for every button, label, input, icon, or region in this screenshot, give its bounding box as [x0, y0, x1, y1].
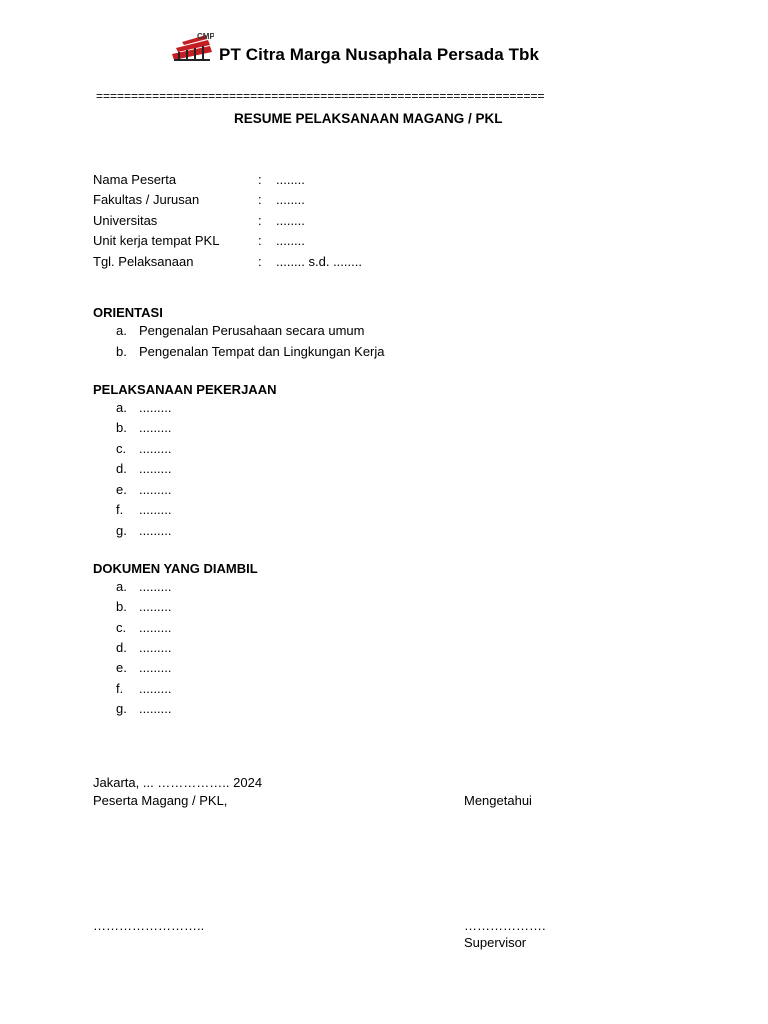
- list-text: .........: [139, 482, 172, 497]
- field-colon: :: [258, 233, 262, 248]
- list-text: Pengenalan Tempat dan Lingkungan Kerja: [139, 344, 385, 359]
- list-text: .........: [139, 681, 172, 696]
- company-name: PT Citra Marga Nusaphala Persada Tbk: [219, 45, 540, 64]
- list-marker: g.: [116, 523, 127, 538]
- field-value: ........: [276, 192, 305, 207]
- list-text: Pengenalan Perusahaan secara umum: [139, 323, 365, 338]
- list-marker: d.: [116, 461, 127, 476]
- list-marker: f.: [116, 681, 124, 696]
- field-colon: :: [258, 192, 262, 207]
- list-text: .........: [139, 461, 172, 476]
- separator-line: ================================================================: [96, 89, 545, 103]
- list-marker: e.: [116, 482, 127, 497]
- field-colon: :: [258, 213, 262, 228]
- field-colon: :: [258, 172, 262, 187]
- list-text: .........: [139, 420, 172, 435]
- list-marker: b.: [116, 420, 127, 435]
- field-label: Tgl. Pelaksanaan: [93, 254, 194, 269]
- list-text: .........: [139, 579, 172, 594]
- list-marker: b.: [116, 599, 127, 614]
- list-text: .........: [139, 523, 172, 538]
- field-colon: :: [258, 254, 262, 269]
- list-marker: d.: [116, 640, 127, 655]
- section-heading-orientasi: ORIENTASI: [93, 305, 163, 320]
- list-text: .........: [139, 620, 172, 635]
- list-marker: b.: [116, 344, 127, 359]
- field-value: ........: [276, 213, 305, 228]
- list-text: .........: [139, 502, 172, 517]
- company-logo-icon: [170, 30, 214, 64]
- field-label: Nama Peserta: [93, 172, 177, 187]
- company-logo: [170, 30, 214, 64]
- signature-left-blank: ……………………..: [93, 918, 205, 933]
- list-text: .........: [139, 441, 172, 456]
- list-marker: g.: [116, 701, 127, 716]
- field-value: ........: [276, 172, 305, 187]
- field-label: Unit kerja tempat PKL: [93, 233, 220, 248]
- signature-right-label: Mengetahui: [464, 793, 532, 808]
- signature-right-role: Supervisor: [464, 935, 527, 950]
- field-value: ........ s.d. ........: [276, 254, 362, 269]
- list-text: .........: [139, 640, 172, 655]
- list-text: .........: [139, 599, 172, 614]
- list-marker: c.: [116, 620, 127, 635]
- list-text: .........: [139, 701, 172, 716]
- list-marker: a.: [116, 579, 127, 594]
- field-label: Universitas: [93, 213, 158, 228]
- list-marker: c.: [116, 441, 127, 456]
- list-marker: f.: [116, 502, 124, 517]
- field-value: ........: [276, 233, 305, 248]
- document-title: RESUME PELAKSANAAN MAGANG / PKL: [234, 111, 503, 126]
- signature-right-blank: ……………….: [464, 918, 546, 933]
- list-marker: a.: [116, 323, 127, 338]
- place-date: Jakarta, ... …………….. 2024: [93, 775, 263, 790]
- section-heading-dokumen: DOKUMEN YANG DIAMBIL: [93, 561, 258, 576]
- list-text: .........: [139, 660, 172, 675]
- list-marker: e.: [116, 660, 127, 675]
- logo-text: CMP: [197, 32, 214, 41]
- section-heading-pelaksanaan: PELAKSANAAN PEKERJAAN: [93, 382, 277, 397]
- signature-left-label: Peserta Magang / PKL,: [93, 793, 228, 808]
- field-label: Fakultas / Jurusan: [93, 192, 200, 207]
- list-text: .........: [139, 400, 172, 415]
- list-marker: a.: [116, 400, 127, 415]
